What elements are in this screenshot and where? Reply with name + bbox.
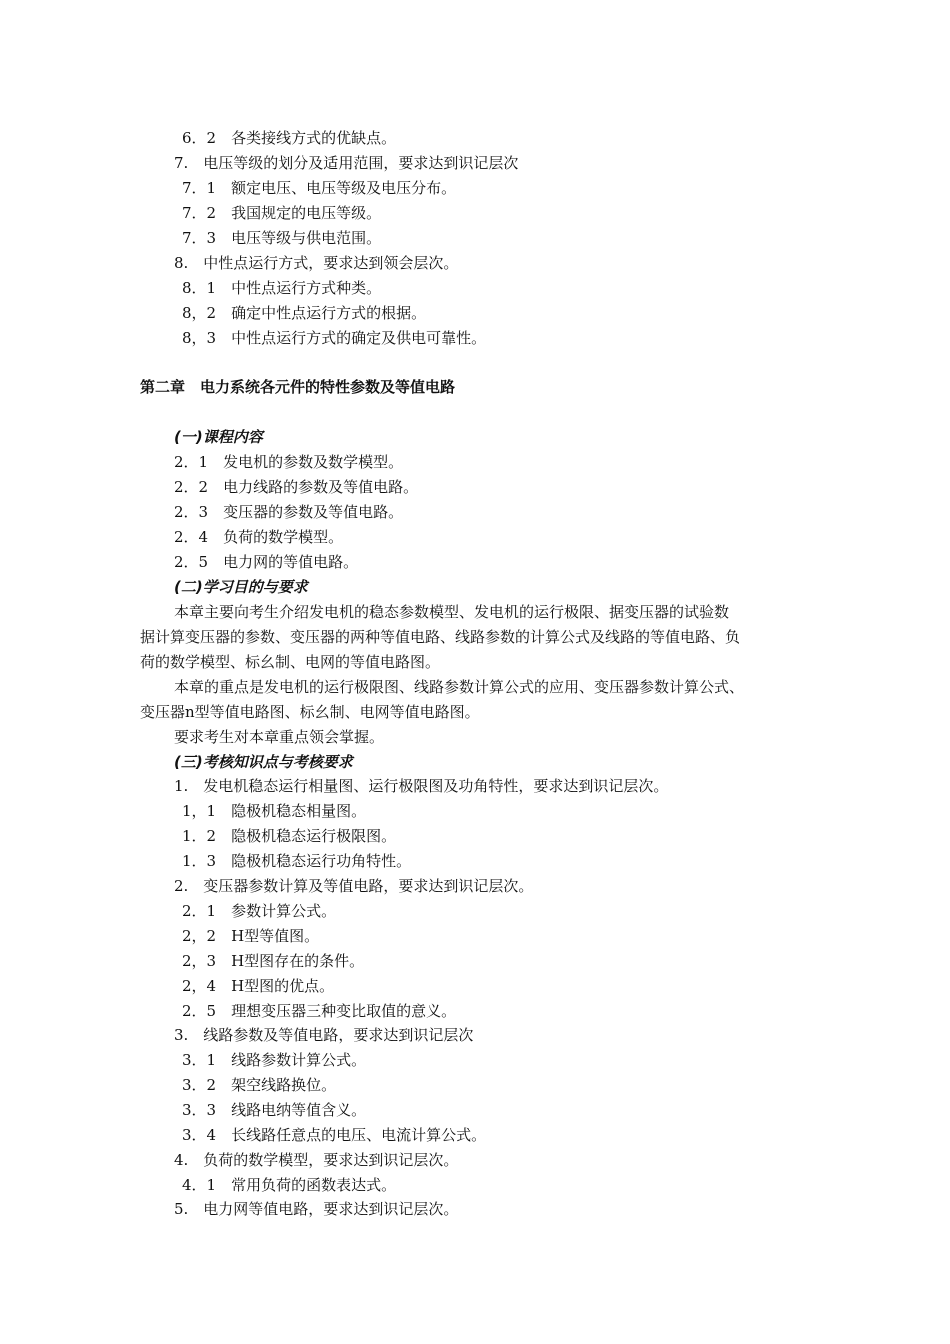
list-item: 2. 变压器参数计算及等值电路，要求达到识记层次。 — [174, 877, 534, 895]
list-item: 8. 中性点运行方式，要求达到领会层次。 — [174, 254, 459, 272]
list-item: 7．3 电压等级与供电范围。 — [182, 229, 382, 247]
paragraph-line: 据计算变压器的参数、变压器的两种等值电路、线路参数的计算公式及线路的等值电路、负 — [140, 628, 741, 646]
chapter-title: 第二章 电力系统各元件的特性参数及等值电路 — [140, 378, 456, 396]
list-item: 1，1 隐极机稳态相量图。 — [182, 802, 367, 820]
list-item: 3. 线路参数及等值电路，要求达到识记层次 — [174, 1026, 474, 1044]
list-item: 1. 发电机稳态运行相量图、运行极限图及功角特性，要求达到识记层次。 — [174, 777, 669, 795]
list-item: 5. 电力网等值电路，要求达到识记层次。 — [174, 1200, 459, 1218]
list-item: 2．1 参数计算公式。 — [182, 902, 337, 920]
section-heading-course: (一)课程内容 — [174, 428, 263, 446]
list-item: 2．4 负荷的数学模型。 — [174, 528, 344, 546]
paragraph-line: 要求考生对本章重点领会掌握。 — [174, 728, 385, 746]
paragraph-line: 本章主要向考生介绍发电机的稳态参数模型、发电机的运行极限、据变压器的试验数 — [174, 603, 730, 621]
list-item: 2．1 发电机的参数及数学模型。 — [174, 453, 404, 471]
list-item: 2．5 理想变压器三种变比取值的意义。 — [182, 1002, 457, 1020]
list-item: 3．2 架空线路换位。 — [182, 1076, 337, 1094]
list-item: 8．1 中性点运行方式种类。 — [182, 279, 382, 297]
section-heading-goals: (二)学习目的与要求 — [174, 578, 308, 596]
list-item: 2．5 电力网的等值电路。 — [174, 553, 359, 571]
list-item: 4．1 常用负荷的函数表达式。 — [182, 1176, 397, 1194]
list-item: 2．3 变压器的参数及等值电路。 — [174, 503, 404, 521]
list-item: 1．3 隐极机稳态运行功角特性。 — [182, 852, 412, 870]
list-item: 2，3 H型图存在的条件。 — [182, 952, 365, 970]
paragraph-line: 荷的数学模型、标幺制、电网的等值电路图。 — [140, 653, 441, 671]
paragraph-line: 本章的重点是发电机的运行极限图、线路参数计算公式的应用、变压器参数计算公式、 — [174, 678, 745, 696]
list-item: 2．2 电力线路的参数及等值电路。 — [174, 478, 419, 496]
list-item: 1．2 隐极机稳态运行极限图。 — [182, 827, 397, 845]
list-item: 4. 负荷的数学模型，要求达到识记层次。 — [174, 1151, 459, 1169]
list-item: 7．2 我国规定的电压等级。 — [182, 204, 382, 222]
list-item: 3．4 长线路任意点的电压、电流计算公式。 — [182, 1126, 487, 1144]
list-item: 2，4 H型图的优点。 — [182, 977, 335, 995]
list-item: 2，2 H型等值图。 — [182, 927, 320, 945]
list-item: 8，3 中性点运行方式的确定及供电可靠性。 — [182, 329, 487, 347]
list-item: 3．3 线路电纳等值含义。 — [182, 1101, 367, 1119]
paragraph-line: 变压器n型等值电路图、标幺制、电网等值电路图。 — [140, 703, 480, 721]
list-item: 7. 电压等级的划分及适用范围，要求达到识记层次 — [174, 154, 519, 172]
list-item: 7．1 额定电压、电压等级及电压分布。 — [182, 179, 457, 197]
list-item: 8，2 确定中性点运行方式的根据。 — [182, 304, 427, 322]
list-item: 3．1 线路参数计算公式。 — [182, 1051, 367, 1069]
section-heading-exam: (三)考核知识点与考核要求 — [174, 753, 353, 771]
list-item: 6．2 各类接线方式的优缺点。 — [182, 129, 397, 147]
